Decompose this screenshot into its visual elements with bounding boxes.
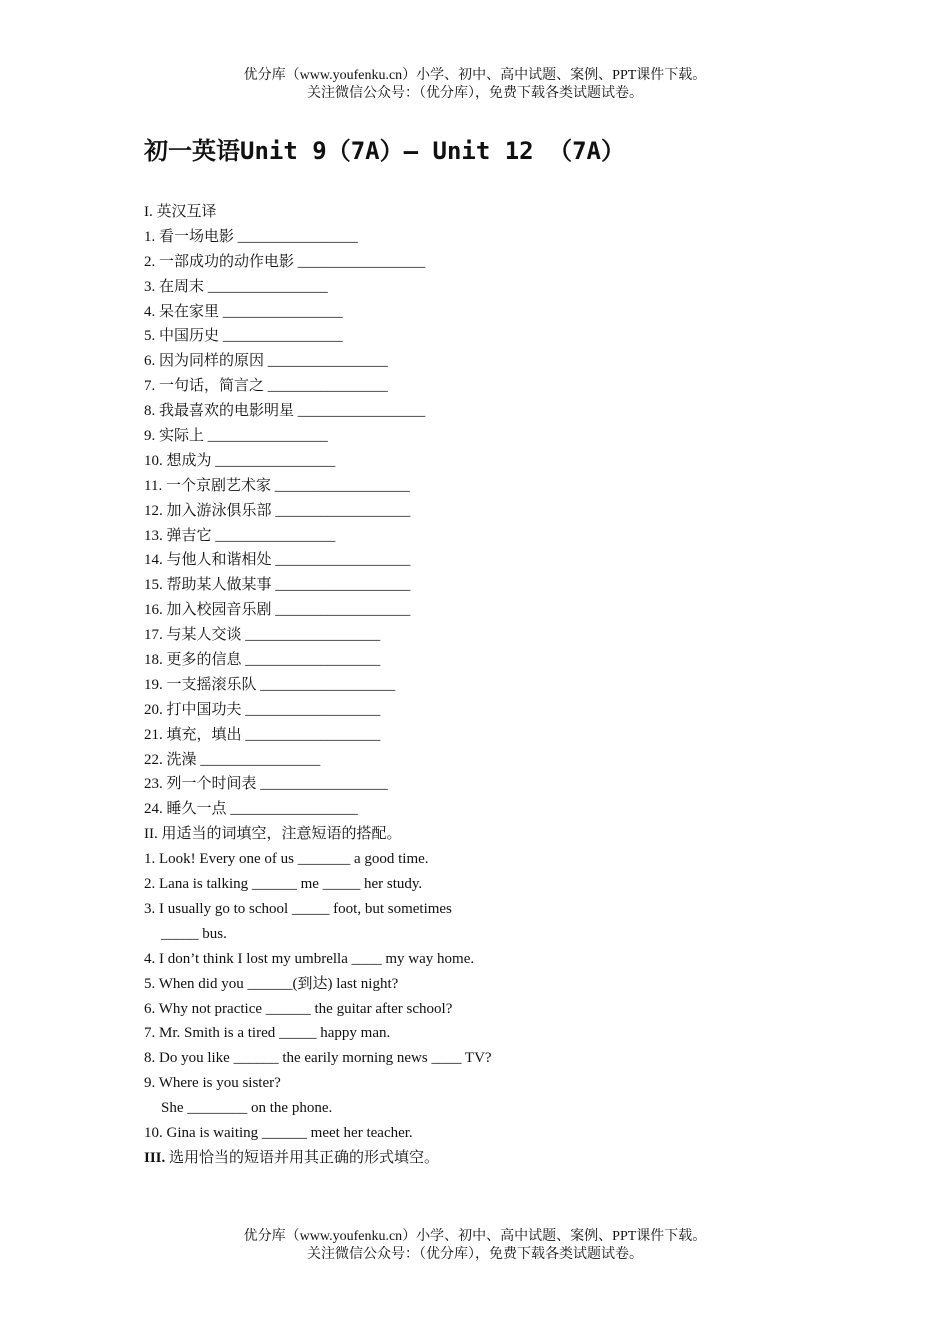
section-1-item: 7. 一句话，简言之 ________________ <box>144 378 388 395</box>
header-line-1: 优分库（www.youfenku.cn）小学、初中、高中试题、案例、PPT课件下载。 <box>243 68 707 83</box>
section-1-item: 14. 与他人和谐相处 __________________ <box>144 552 411 569</box>
section-2-item: 4. I don’t think I lost my umbrella ____ my way home. <box>144 950 475 967</box>
section-1-item: 12. 加入游泳俱乐部 __________________ <box>144 502 411 519</box>
footer-line-2: 关注微信公众号：（优分库），免费下载各类试题试卷。 <box>307 1247 643 1262</box>
section-2-item: 7. Mr. Smith is a tired _____ happy man. <box>144 1025 391 1042</box>
section-1-item: 3. 在周末 ________________ <box>144 278 328 295</box>
section-2-item: 9. Where is you sister? <box>144 1075 281 1092</box>
section-1-item: 13. 弹吉它 ________________ <box>144 527 336 544</box>
section-1-item: 4. 呆在家里 ________________ <box>144 303 343 320</box>
section-1-item: 20. 打中国功夫 __________________ <box>144 701 381 718</box>
section-1-item: 1. 看一场电影 ________________ <box>144 228 358 245</box>
section-3-heading <box>144 1146 844 1171</box>
worksheet-body <box>144 200 844 1171</box>
section-1-item: 18. 更多的信息 __________________ <box>144 652 381 669</box>
section-1-item: 24. 睡久一点 _________________ <box>144 801 358 818</box>
section-2-item: 3. I usually go to school _____ foot, but sometimes <box>144 900 452 917</box>
page-footer <box>0 1228 950 1264</box>
section-2-item: 8. Do you like ______ the earily morning news ____ TV? <box>144 1050 492 1067</box>
section-2-item-continued: _____ bus. <box>161 925 227 942</box>
section-1-item: 17. 与某人交谈 __________________ <box>144 627 381 644</box>
section-3-heading-text: 选用恰当的短语并用其正确的形式填空。 <box>165 1149 440 1166</box>
section-1-item: 23. 列一个时间表 _________________ <box>144 776 388 793</box>
section-1-item: 19. 一支摇滚乐队 __________________ <box>144 676 396 693</box>
document-title: 初一英语Unit 9（7A）— Unit 12 （7A） <box>144 137 625 165</box>
footer-line-1: 优分库（www.youfenku.cn）小学、初中、高中试题、案例、PPT课件下载。 <box>243 1229 707 1244</box>
section-1-item: 6. 因为同样的原因 ________________ <box>144 353 388 370</box>
section-1-item: 11. 一个京剧艺术家 __________________ <box>144 477 410 494</box>
section-1-item: 21. 填充，填出 __________________ <box>144 726 381 743</box>
section-1-heading: I. 英汉互译 <box>144 204 217 220</box>
page-header <box>0 67 950 103</box>
section-3-number: III. <box>144 1149 166 1166</box>
section-1-item: 2. 一部成功的动作电影 _________________ <box>144 253 426 270</box>
section-2-item-continued: She ________ on the phone. <box>161 1100 333 1117</box>
section-1-item: 8. 我最喜欢的电影明星 _________________ <box>144 403 426 420</box>
section-1-item: 10. 想成为 ________________ <box>144 452 336 469</box>
section-2-heading: II. 用适当的词填空，注意短语的搭配。 <box>144 826 402 843</box>
section-1-item: 15. 帮助某人做某事 __________________ <box>144 577 411 594</box>
header-line-2: 关注微信公众号：（优分库），免费下载各类试题试卷。 <box>307 86 643 101</box>
section-1-item: 5. 中国历史 ________________ <box>144 328 343 345</box>
section-2-item: 5. When did you ______(到达) last night? <box>144 975 399 992</box>
section-1-item: 22. 洗澡 ________________ <box>144 751 321 768</box>
section-1-item: 16. 加入校园音乐剧 __________________ <box>144 602 411 619</box>
section-2-item: 2. Lana is talking ______ me _____ her study. <box>144 876 423 893</box>
section-1-item: 9. 实际上 ________________ <box>144 428 328 445</box>
section-2-item: 1. Look! Every one of us _______ a good time. <box>144 851 429 868</box>
section-2-item: 10. Gina is waiting ______ meet her teacher. <box>144 1124 413 1141</box>
section-2-item: 6. Why not practice ______ the guitar after school? <box>144 1000 453 1017</box>
